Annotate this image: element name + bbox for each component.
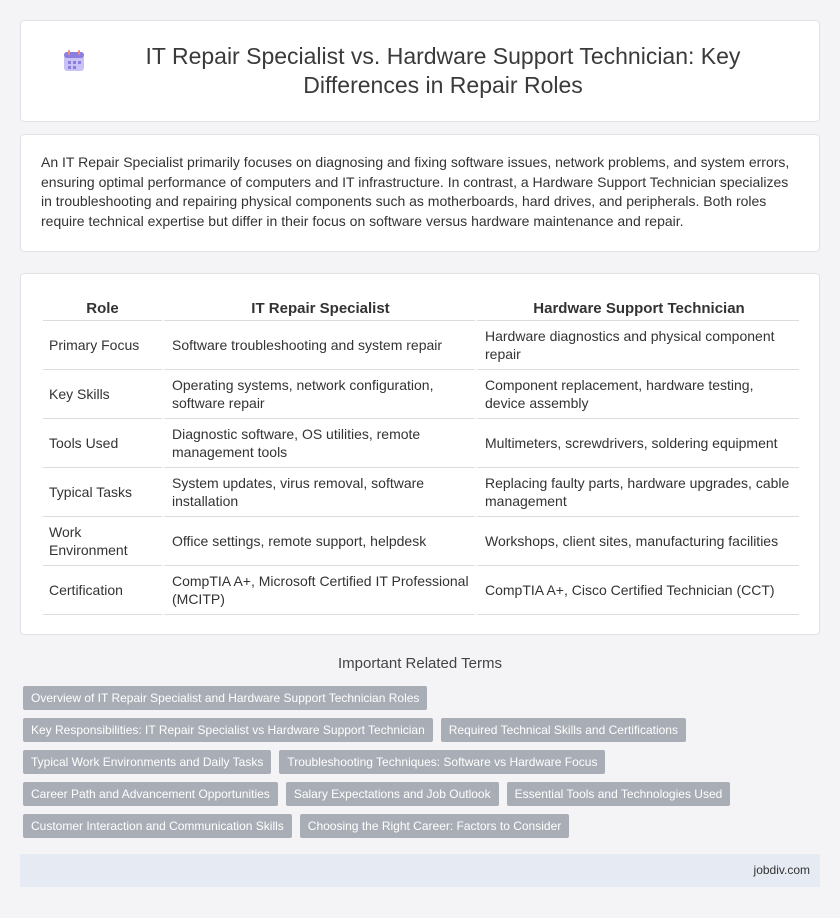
footer <box>20 854 820 887</box>
it-cell: CompTIA A+, Microsoft Certified IT Professional (MCITP) <box>162 566 475 615</box>
related-term-link[interactable]: Choosing the Right Career: Factors to Consider <box>300 814 569 838</box>
row-label: Tools Used <box>43 419 162 468</box>
related-term-link[interactable]: Career Path and Advancement Opportunities <box>23 782 278 806</box>
calendar-icon <box>61 48 87 74</box>
row-label: Primary Focus <box>43 321 162 370</box>
hw-cell: CompTIA A+, Cisco Certified Technician (CCT) <box>475 566 799 615</box>
hw-cell: Workshops, client sites, manufacturing facilities <box>475 517 799 566</box>
it-cell: Diagnostic software, OS utilities, remote management tools <box>162 419 475 468</box>
related-term-link[interactable]: Typical Work Environments and Daily Tasks <box>23 750 271 774</box>
hw-cell: Replacing faulty parts, hardware upgrades, cable management <box>475 468 799 517</box>
row-label: Work Environment <box>43 517 162 566</box>
intro-card <box>20 134 820 252</box>
related-terms-heading: Important Related Terms <box>338 655 502 672</box>
hw-cell: Component replacement, hardware testing, device assembly <box>475 370 799 419</box>
table-row <box>43 566 799 615</box>
page-title: IT Repair Specialist vs. Hardware Support Technician: Key Differences in Repair Roles <box>145 43 741 98</box>
header-role: Role <box>43 294 162 321</box>
header-it-repair-specialist: IT Repair Specialist <box>162 294 475 321</box>
row-label: Certification <box>43 566 162 615</box>
title-card <box>20 20 820 122</box>
hw-cell: Hardware diagnostics and physical component repair <box>475 321 799 370</box>
related-term-link[interactable]: Essential Tools and Technologies Used <box>507 782 731 806</box>
table-row <box>43 419 799 468</box>
comparison-table-card <box>20 273 820 635</box>
it-cell: Operating systems, network configuration, software repair <box>162 370 475 419</box>
hw-cell: Multimeters, screwdrivers, soldering equipment <box>475 419 799 468</box>
it-cell: Office settings, remote support, helpdesk <box>162 517 475 566</box>
comparison-table <box>43 294 799 615</box>
related-term-link[interactable]: Overview of IT Repair Specialist and Hardware Support Technician Roles <box>23 686 427 710</box>
table-row <box>43 468 799 517</box>
table-header-row <box>43 294 799 321</box>
it-cell: Software troubleshooting and system repair <box>162 321 475 370</box>
it-cell: System updates, virus removal, software installation <box>162 468 475 517</box>
table-row <box>43 321 799 370</box>
related-term-link[interactable]: Troubleshooting Techniques: Software vs Hardware Focus <box>279 750 605 774</box>
related-term-link[interactable]: Required Technical Skills and Certifications <box>441 718 686 742</box>
intro-paragraph: An IT Repair Specialist primarily focuses on diagnosing and fixing software issues, network problems, and system errors, ensuring optimal performance of computers and IT infrastructure. In contrast, a Hardware Support Technician specializes in troubleshooting and repairing physical components such as motherboards, hard drives, and peripherals. Both roles require technical expertise but differ in their focus on software versus hardware maintenance and repair. <box>41 154 790 229</box>
table-row <box>43 517 799 566</box>
related-term-link[interactable]: Customer Interaction and Communication Skills <box>23 814 292 838</box>
row-label: Key Skills <box>43 370 162 419</box>
footer-site-link[interactable]: jobdiv.com <box>753 863 810 877</box>
related-term-link[interactable]: Salary Expectations and Job Outlook <box>286 782 499 806</box>
related-terms-list <box>23 686 813 846</box>
table-row <box>43 370 799 419</box>
row-label: Typical Tasks <box>43 468 162 517</box>
related-term-link[interactable]: Key Responsibilities: IT Repair Specialist vs Hardware Support Technician <box>23 718 433 742</box>
header-hardware-support-technician: Hardware Support Technician <box>475 294 799 321</box>
